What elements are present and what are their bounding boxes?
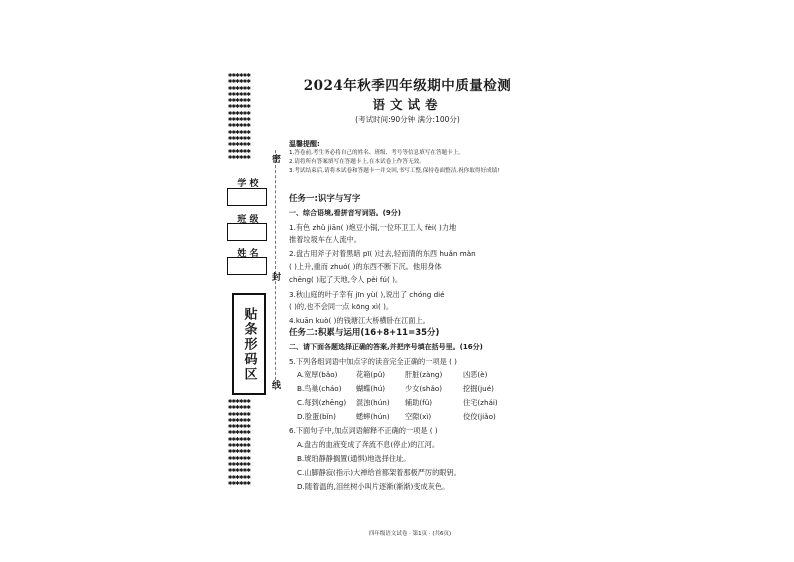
question-5: 5.下列各组词语中加点字的读音完全正确的一项是 ( ) <box>289 357 457 366</box>
task2-heading: 任务二:积累与运用(16+8+11=35分) <box>289 328 440 338</box>
q5-option-c-2: 混浊(hún) <box>356 398 390 407</box>
seal-mark-xian: 线 <box>272 381 282 391</box>
q5-option-a-3: 肝脏(zàng) <box>405 370 443 379</box>
question-3-cont: ( )的,也不会同一点 kōng xì( )。 <box>289 302 394 311</box>
page-footer: 四年级语文试卷 · 第1页 · (共6页) <box>368 531 452 537</box>
notes-line-1: 1.答卷前,考生务必将自己的姓名、班级、考号等信息填写在答题卡上。 <box>289 150 464 156</box>
q5-option-d-2: 蟋蟀(hún) <box>356 412 390 421</box>
q5-option-a-1: A.宽厚(bǎo) <box>297 370 338 379</box>
part2-heading: 二、请下面各题选择正确的答案,并把序号填在括号里。(16分) <box>289 343 483 351</box>
barcode-area-label: 贴条形码区 <box>241 306 257 382</box>
question-2-cont2: chēng( )起了天地,令人 pèi fú( )。 <box>289 275 403 284</box>
exam-title: 2024年秋季四年级期中质量检测 <box>303 78 512 94</box>
part1-heading: 一、综合语境,看拼音写词语。(9分) <box>289 209 401 217</box>
q6-option-d: D.随着温的,泪丝树小叫片逐渐(渐渐)变成灰色。 <box>297 482 450 491</box>
school-label: 学 校 <box>237 179 259 189</box>
binding-star-pattern-top: ✱✱✱✱✱✱ ✱✱✱✱✱✱ ✱✱✱✱✱✱ ✱✱✱✱✱✱ ✱✱✱✱✱✱ ✱✱✱✱✱✱ ✱✱✱✱✱✱ ✱✱✱✱✱✱ ✱✱✱✱✱✱ ✱✱✱✱✱✱ ✱✱✱✱✱✱ ✱✱✱✱✱✱ ✱✱✱✱✱✱ ✱✱✱✱✱✱ <box>228 72 251 160</box>
class-field[interactable] <box>227 223 267 241</box>
q5-option-d-4: 佼佼(jiǎo) <box>463 412 496 421</box>
binding-star-pattern-bottom: ✱✱✱✱✱✱ ✱✱✱✱✱✱ ✱✱✱✱✱✱ ✱✱✱✱✱✱ ✱✱✱✱✱✱ ✱✱✱✱✱✱ ✱✱✱✱✱✱ ✱✱✱✱✱✱ ✱✱✱✱✱✱ ✱✱✱✱✱✱ ✱✱✱✱✱✱ ✱✱✱✱✱✱ ✱✱✱✱✱✱ ✱✱✱✱✱✱ <box>228 398 251 486</box>
q5-option-d-1: D.脸蛋(bǐn) <box>297 412 336 421</box>
q5-option-c-1: C.每到(zhēng) <box>297 398 347 407</box>
q5-option-b-3: 少女(shǎo) <box>405 384 443 393</box>
question-4: 4.kuān kuò( )的钱塘江大桥横卧在江面上。 <box>289 316 430 325</box>
seal-mark-feng: 封 <box>272 273 282 283</box>
task1-heading: 任务一:识字与写字 <box>289 194 361 204</box>
class-label: 班 级 <box>237 215 259 225</box>
q5-option-c-4: 住宅(zhái) <box>463 398 498 407</box>
school-field[interactable] <box>227 188 267 206</box>
name-label: 姓 名 <box>237 249 259 259</box>
question-2: 2.盘古用斧子对着黑暗 pī( )过去,轻而清的东西 huǎn màn <box>289 249 476 258</box>
question-6: 6.下面句子中,加点词语解释不正确的一项是 ( ) <box>289 426 438 435</box>
q6-option-b: B.琥珀静静搁置(通惧)地选择住址。 <box>297 454 411 463</box>
exam-info: (考试时间:90分钟 满分:100分) <box>355 115 460 124</box>
notes-line-3: 3.考试结束后,请将本试卷和答题卡一并交回,书写工整,保持卷面整洁,祝你取得好成绩! <box>289 168 500 174</box>
q5-option-a-4: 凶恶(è) <box>463 370 488 379</box>
q5-option-c-3: 辅助(fǔ) <box>405 398 433 407</box>
q6-option-a: A.盘古的血液变成了奔流不息(停止)的江河。 <box>297 440 440 449</box>
q5-option-b-1: B.鸟巢(cháo) <box>297 384 342 393</box>
q5-option-b-4: 挖掘(jué) <box>463 384 494 393</box>
question-2-cont: ( )上升,重而 zhuó( )的东西不断下沉。他用身体 <box>289 262 442 271</box>
seal-mark-mi: 密 <box>272 155 282 165</box>
question-1: 1.有色 zhǔ jiān( )炮豆小锅,一位环卫工人 fèi( )力地 <box>289 223 457 232</box>
q5-option-a-2: 花箱(pǔ) <box>356 370 386 379</box>
notes-line-2: 2.请将所有答案填写在答题卡上,在本试卷上作答无效。 <box>289 159 425 165</box>
exam-subtitle: 语文试卷 <box>372 97 443 112</box>
question-1-cont: 推着垃圾车在人流中。 <box>289 235 361 244</box>
notes-heading: 温馨提醒: <box>289 140 320 148</box>
q6-option-c: C.山脚静寂(指示)大禅给首都架着那极严厉的眼钥。 <box>297 468 461 477</box>
q5-option-d-3: 空隙(xì) <box>405 412 432 421</box>
question-3: 3.秋山庭的叶子幸有 jīn yù( ),说出了 chóng dié <box>289 290 445 299</box>
q5-option-b-2: 蝴蝶(hú) <box>356 384 386 393</box>
name-field[interactable] <box>227 257 267 275</box>
barcode-area <box>232 293 266 395</box>
